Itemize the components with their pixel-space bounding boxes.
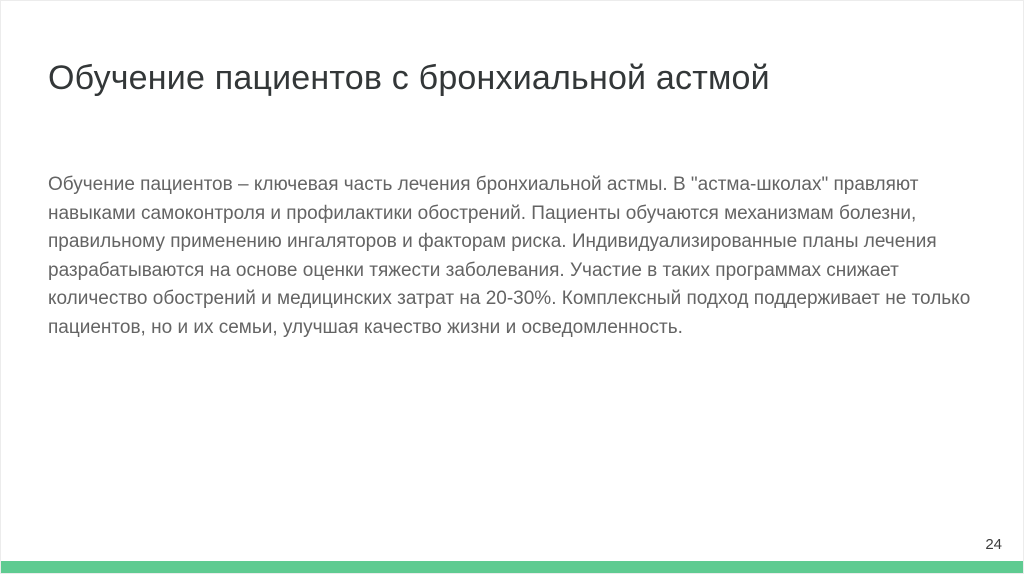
slide-title: Обучение пациентов с бронхиальной астмой	[48, 59, 770, 97]
slide-body-text: Обучение пациентов – ключевая часть лечения бронхиальной астмы. В "астма-школах" правляют навыками самоконтроля и профилактики обострений. Пациенты обучаются механизмам болезни, правильному применению ингаляторов и факторам риска. Индивидуализированные планы лечения разрабатываются на основе оценки тяжести заболевания. Участие в таких программах снижает количество обострений и медицинских затрат на 20-30%. Комплексный подход поддерживает не только пациентов, но и их семьи, улучшая качество жизни и осведомленность.	[48, 174, 971, 338]
bottom-accent-bar	[1, 561, 1023, 573]
page-number: 24	[985, 536, 1002, 553]
